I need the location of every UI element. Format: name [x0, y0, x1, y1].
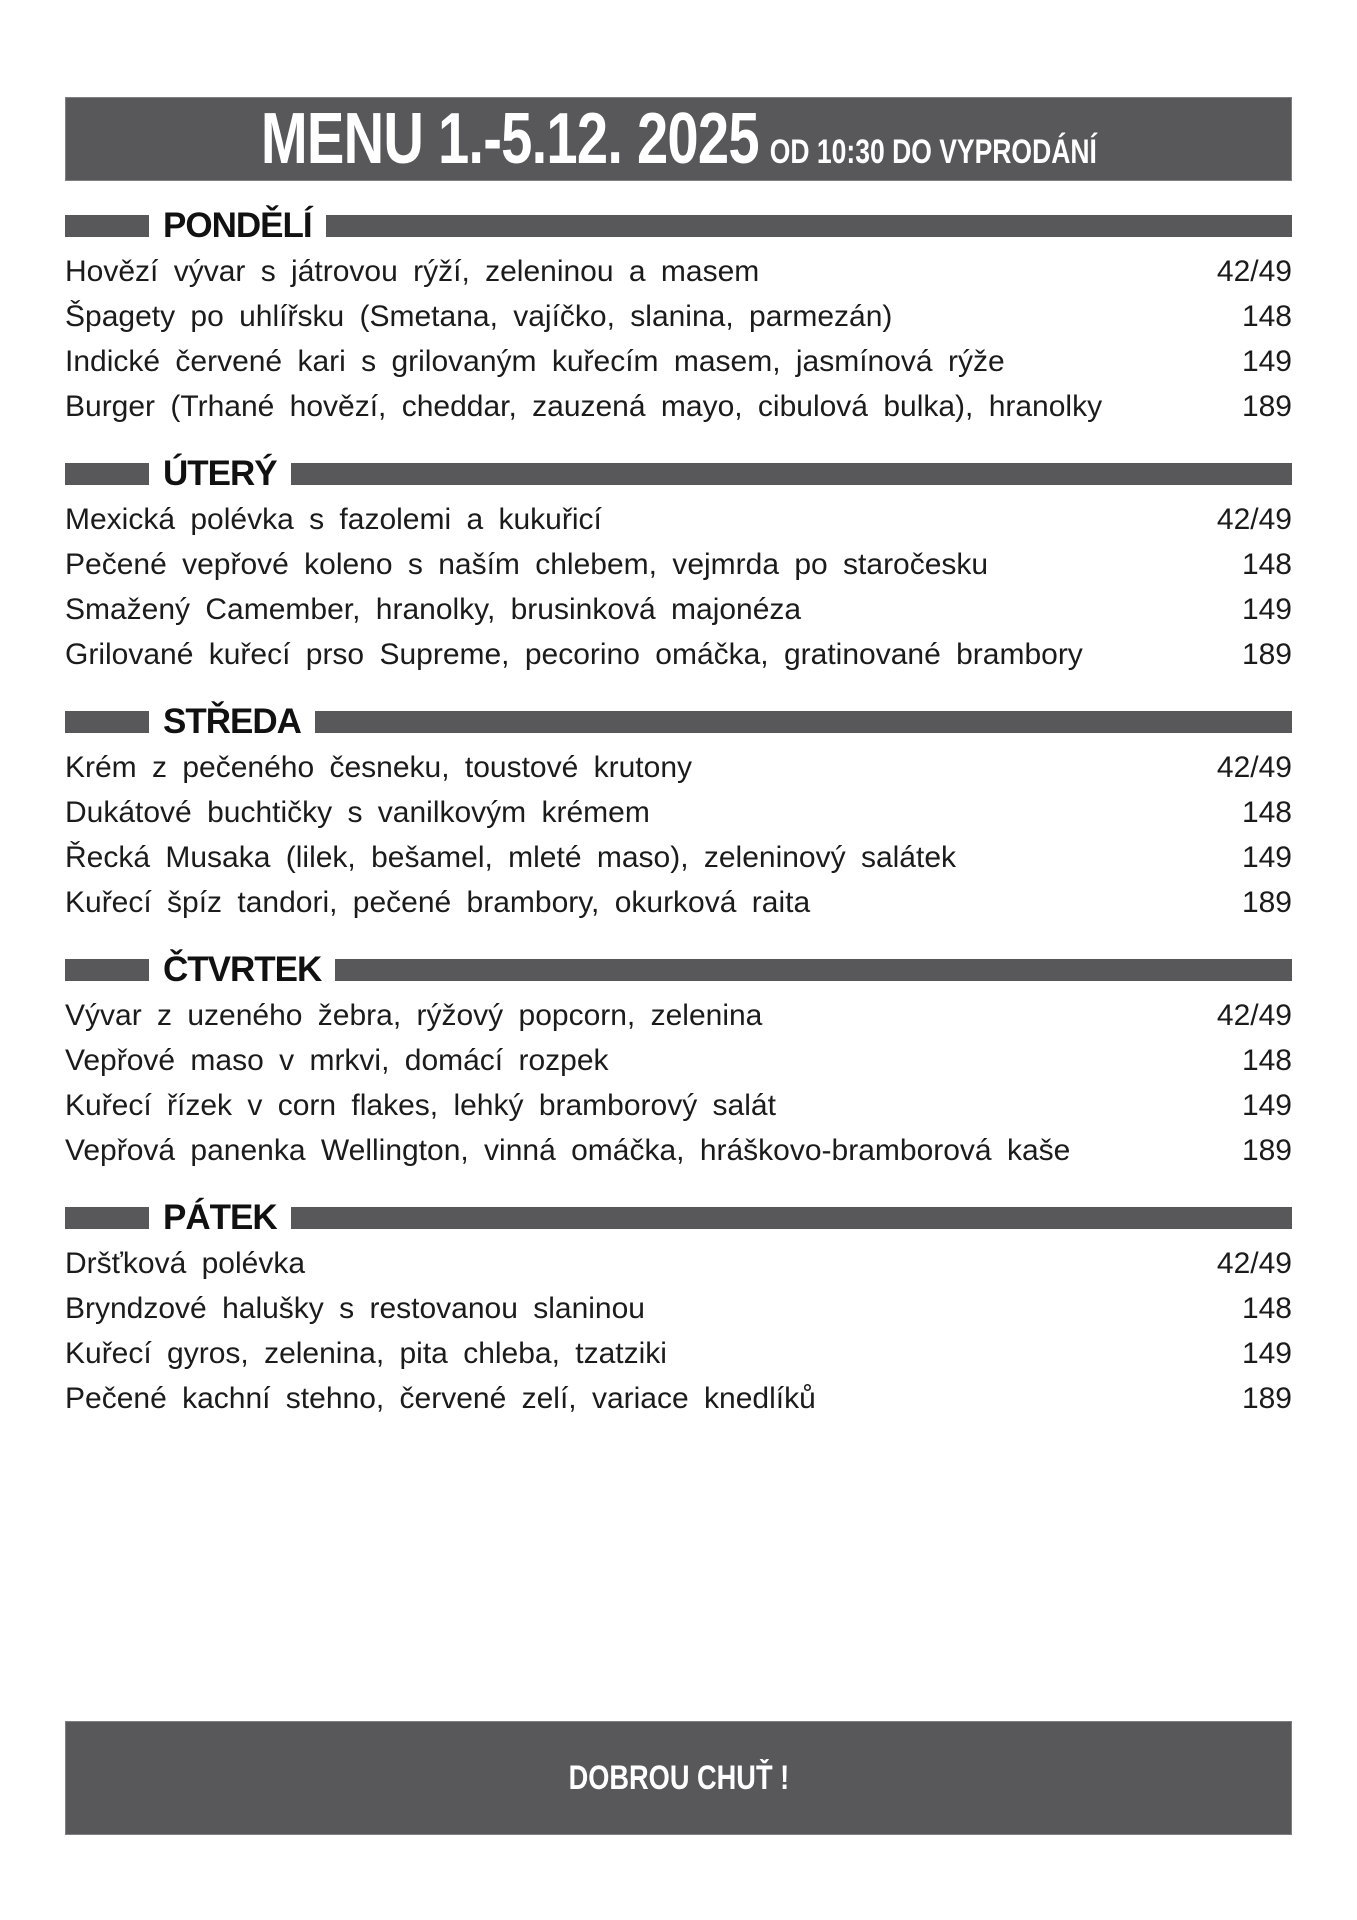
menu-item-row [65, 993, 1292, 1038]
item-name: Grilované kuřecí prso Supreme, pecorino omáčka, gratinované brambory [65, 637, 1083, 671]
item-name: Vývar z uzeného žebra, rýžový popcorn, zelenina [65, 998, 763, 1032]
menu-item-row [65, 339, 1292, 384]
item-price: 148 [1241, 299, 1292, 333]
item-price: 189 [1241, 1133, 1292, 1167]
item-price: 189 [1241, 389, 1292, 423]
menu-item-row [65, 294, 1292, 339]
day-label: PÁTEK [163, 1198, 277, 1237]
day-label: ČTVRTEK [163, 950, 322, 989]
item-name: Dršťková polévka [65, 1246, 306, 1280]
menu-item-row [65, 587, 1292, 632]
menu-item-row [65, 1083, 1292, 1128]
day-rule-right [291, 1207, 1292, 1229]
menu-item-row [65, 1376, 1292, 1421]
day-label: PONDĚLÍ [163, 206, 312, 245]
day-rule-left [65, 463, 149, 485]
item-name: Burger (Trhané hovězí, cheddar, zauzená mayo, cibulová bulka), hranolky [65, 389, 1103, 423]
item-name: Pečené vepřové koleno s naším chlebem, vejmrda po staročesku [65, 547, 989, 581]
footer-banner [65, 1721, 1292, 1835]
item-price: 189 [1241, 637, 1292, 671]
item-name: Smažený Camember, hranolky, brusinková majonéza [65, 592, 802, 626]
item-name: Indické červené kari s grilovaným kuřecím masem, jasmínová rýže [65, 344, 1005, 378]
item-name: Krém z pečeného česneku, toustové krutony [65, 750, 693, 784]
day-rule-left [65, 959, 149, 981]
item-price: 148 [1241, 1043, 1292, 1077]
day-header [65, 947, 1292, 993]
menu-item-row [65, 542, 1292, 587]
menu-item-row [65, 1331, 1292, 1376]
menu-item-row [65, 1286, 1292, 1331]
day-rule-left [65, 215, 149, 237]
item-name: Kuřecí špíz tandori, pečené brambory, okurková raita [65, 885, 811, 919]
item-price: 42/49 [1216, 254, 1292, 288]
menu-item-row [65, 384, 1292, 429]
day-rule-left [65, 711, 149, 733]
day-section-tuesday [65, 451, 1292, 677]
day-section-wednesday [65, 699, 1292, 925]
menu-item-row [65, 745, 1292, 790]
item-price: 42/49 [1216, 502, 1292, 536]
menu-item-row [65, 835, 1292, 880]
day-header [65, 699, 1292, 745]
item-name: Kuřecí gyros, zelenina, pita chleba, tzatziki [65, 1336, 667, 1370]
item-price: 148 [1241, 547, 1292, 581]
item-price: 149 [1241, 344, 1292, 378]
day-rule-right [291, 463, 1292, 485]
item-price: 189 [1241, 1381, 1292, 1415]
item-name: Bryndzové halušky s restovanou slaninou [65, 1291, 645, 1325]
menu-item-row [65, 1038, 1292, 1083]
item-price: 149 [1241, 592, 1292, 626]
item-name: Mexická polévka s fazolemi a kukuřicí [65, 502, 602, 536]
item-name: Pečené kachní stehno, červené zelí, variace knedlíků [65, 1381, 816, 1415]
menu-item-row [65, 632, 1292, 677]
menu-item-row [65, 249, 1292, 294]
menu-item-row [65, 880, 1292, 925]
header-text-group [260, 98, 1096, 180]
menu-item-row [65, 497, 1292, 542]
item-price: 42/49 [1216, 750, 1292, 784]
item-price: 149 [1241, 1336, 1292, 1370]
item-name: Špagety po uhlířsku (Smetana, vajíčko, slanina, parmezán) [65, 299, 893, 333]
item-price: 149 [1241, 1088, 1292, 1122]
item-name: Hovězí vývar s játrovou rýží, zeleninou a masem [65, 254, 760, 288]
item-price: 148 [1241, 1291, 1292, 1325]
item-name: Dukátové buchtičky s vanilkovým krémem [65, 795, 650, 829]
item-price: 42/49 [1216, 1246, 1292, 1280]
day-section-monday [65, 203, 1292, 429]
day-label: ÚTERÝ [163, 454, 277, 493]
day-header [65, 451, 1292, 497]
day-section-friday [65, 1195, 1292, 1421]
day-header [65, 1195, 1292, 1241]
menu-item-row [65, 790, 1292, 835]
menu-subtitle: OD 10:30 DO VYPRODÁNÍ [769, 133, 1097, 171]
header-banner [65, 97, 1292, 181]
item-name: Řecká Musaka (lilek, bešamel, mleté maso), zeleninový salátek [65, 840, 957, 874]
item-price: 148 [1241, 795, 1292, 829]
day-rule-right [315, 711, 1292, 733]
day-label: STŘEDA [163, 702, 301, 741]
day-header [65, 203, 1292, 249]
footer-text: DOBROU CHUŤ ! [568, 1758, 789, 1797]
day-rule-right [335, 959, 1292, 981]
item-name: Vepřové maso v mrkvi, domácí rozpek [65, 1043, 609, 1077]
day-rule-left [65, 1207, 149, 1229]
day-section-thursday [65, 947, 1292, 1173]
menu-item-row [65, 1241, 1292, 1286]
day-rule-right [326, 215, 1292, 237]
item-name: Kuřecí řízek v corn flakes, lehký bramborový salát [65, 1088, 776, 1122]
item-price: 149 [1241, 840, 1292, 874]
menu-page [65, 0, 1292, 1835]
item-price: 42/49 [1216, 998, 1292, 1032]
item-price: 189 [1241, 885, 1292, 919]
menu-item-row [65, 1128, 1292, 1173]
item-name: Vepřová panenka Wellington, vinná omáčka, hráškovo-bramborová kaše [65, 1133, 1071, 1167]
menu-title: MENU 1.-5.12. 2025 [260, 99, 759, 179]
